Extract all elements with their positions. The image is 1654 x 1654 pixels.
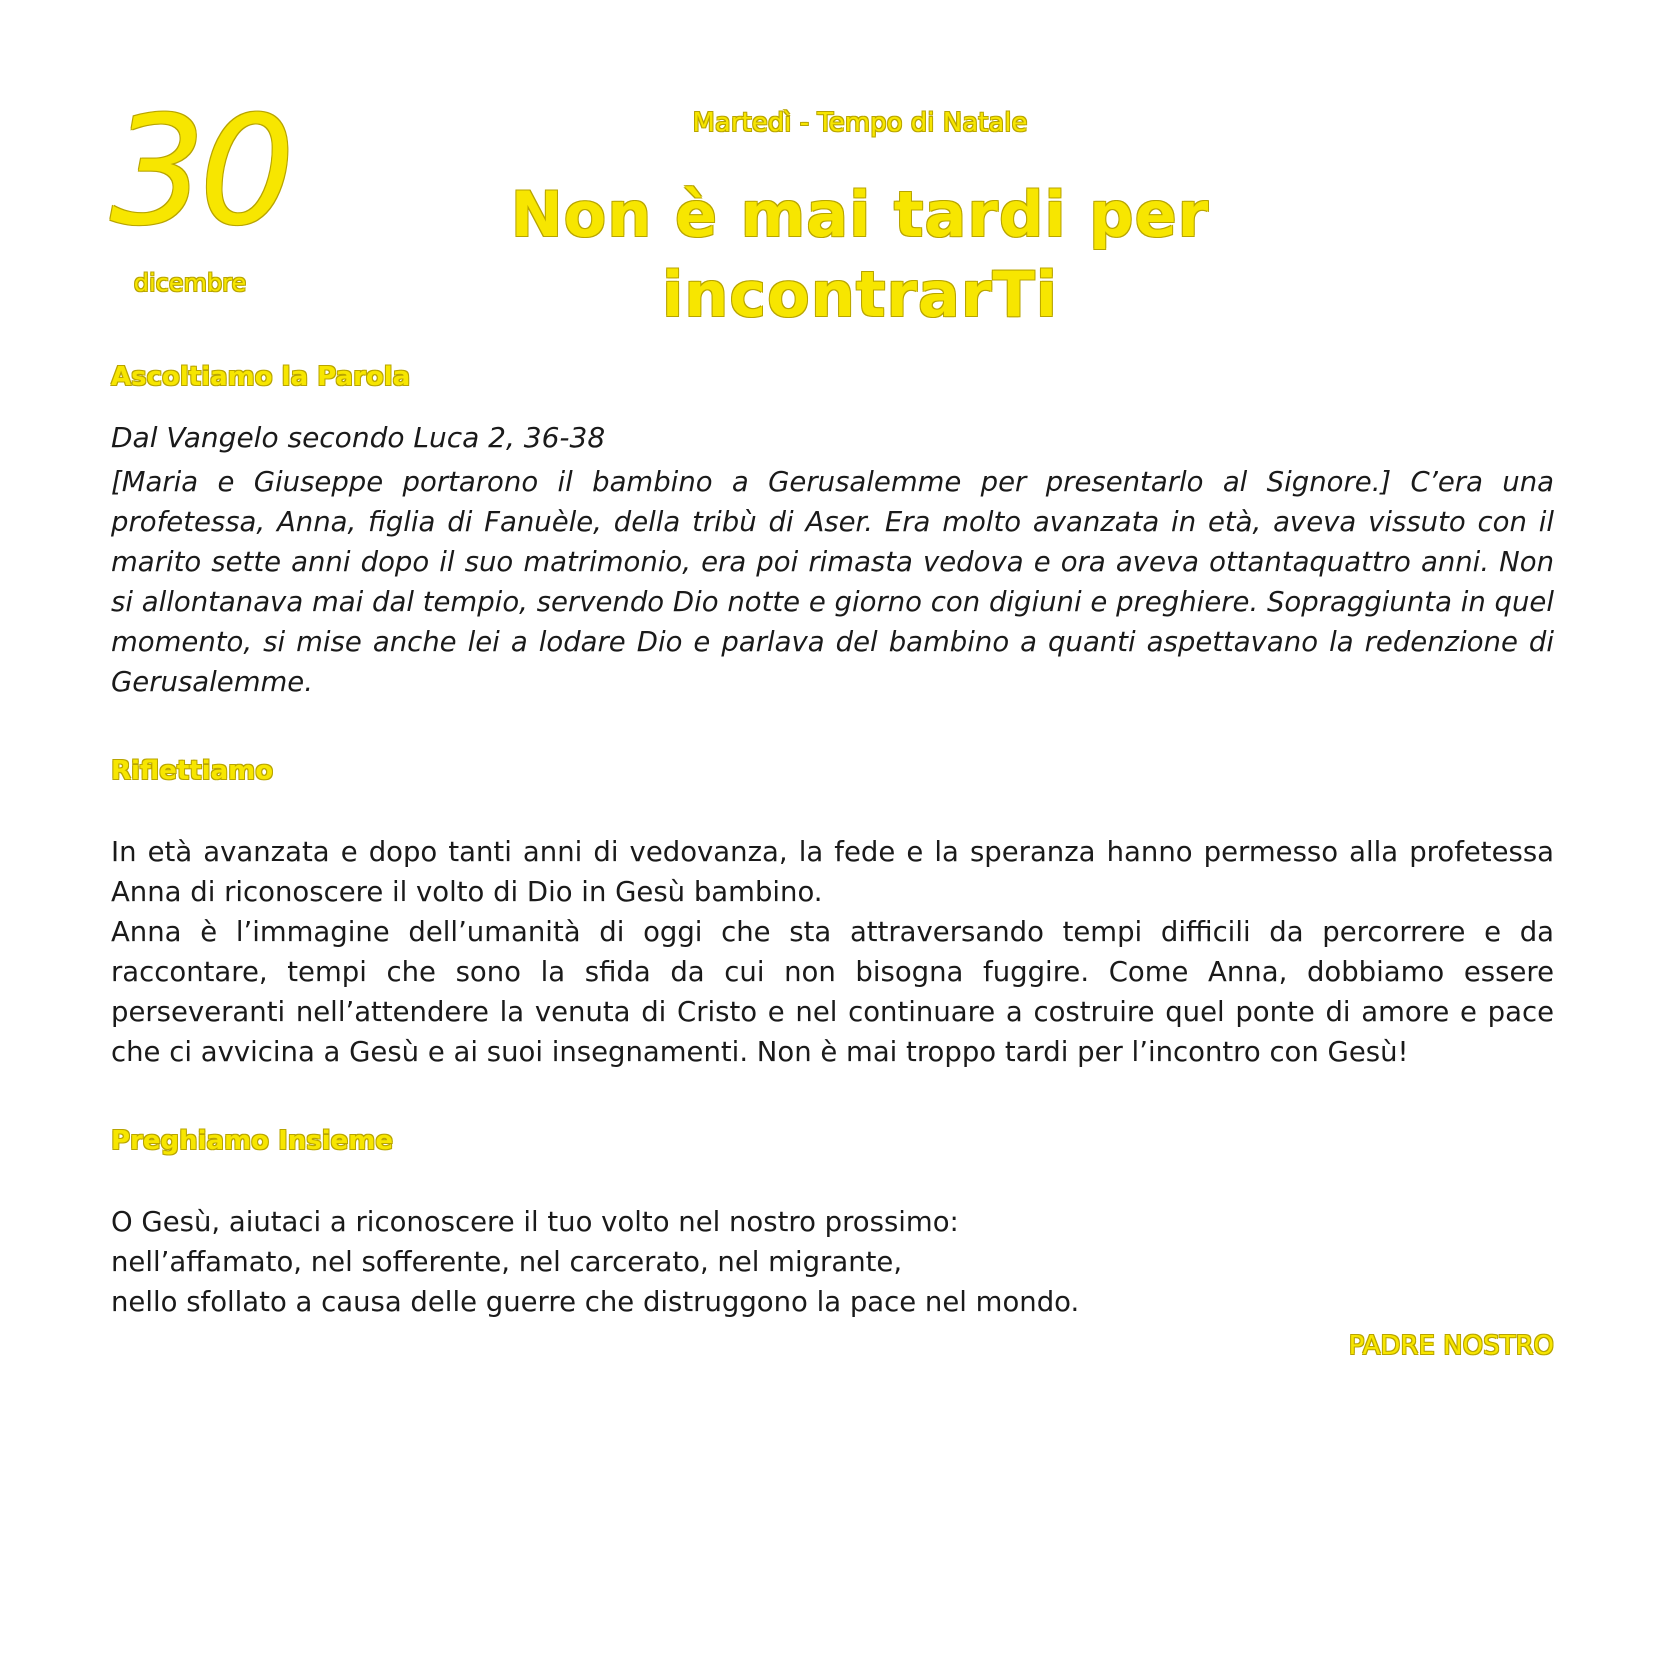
section-heading-listen: Ascoltiamo la Parola	[111, 362, 411, 392]
reflection-paragraph-2: Anna è l’immagine dell’umanità di oggi che sta attraversando tempi difficili da percorrere e da raccontare, tempi che sono la sfida da cui non bisogna fuggire. Come Anna, dobbiamo essere perseveranti nell’attendere la venuta di Cristo e nel continuare a costruire quel ponte di amore e pace che ci avvicina a Gesù e ai suoi insegnamenti. Non è mai troppo tardi per l’incontro con Gesù!	[111, 916, 1554, 1068]
section-pray	[111, 1124, 1554, 1364]
prayer-line: nell’affamato, nel sofferente, nel carcerato, nel migrante,	[111, 1246, 903, 1278]
reflection-paragraph-1: In età avanzata e dopo tanti anni di vedovanza, la fede e la speranza hanno permesso alla profetessa Anna di riconoscere il volto di Dio in Gesù bambino.	[111, 836, 1554, 908]
gospel-text: [Maria e Giuseppe portarono il bambino a Gerusalemme per presentarlo al Signore.] C’era una profetessa, Anna, figlia di Fanuèle, della tribù di Aser. Era molto avanzata in età, aveva vissuto con il marito sette anni dopo il suo matrimonio, era poi rimasta vedova e ora aveva ottantaquattro anni. Non si allontanava mai dal tempio, servendo Dio notte e giorno con digiuni e preghiere. Sopraggiunta in quel momento, si mise anche lei a lodare Dio e parlava del bambino a quanti aspettavano la redenzione di Gerusalemme.	[111, 466, 1554, 698]
prayer-line: nello sfollato a causa delle guerre che distruggono la pace nel mondo.	[111, 1286, 1080, 1318]
day-subtitle: Martedì - Tempo di Natale	[692, 108, 1028, 138]
content	[111, 360, 1554, 1364]
prayer-line: O Gesù, aiutaci a riconoscere il tuo volto nel nostro prossimo:	[111, 1206, 959, 1238]
section-heading-reflect: Riflettiamo	[111, 756, 274, 786]
section-heading-pray: Preghiamo Insieme	[111, 1126, 394, 1156]
page-title: Non è mai tardi per incontrarTi	[510, 178, 1210, 331]
date-month: dicembre	[133, 269, 247, 297]
section-reflect	[111, 754, 1554, 1072]
section-listen	[111, 360, 1554, 702]
date-day-number: 30	[110, 85, 289, 259]
prayer-text	[111, 1202, 1554, 1322]
gospel-reference: Dal Vangelo secondo Luca 2, 36-38	[111, 421, 606, 454]
closing-prayer: PADRE NOSTRO	[1348, 1331, 1554, 1361]
